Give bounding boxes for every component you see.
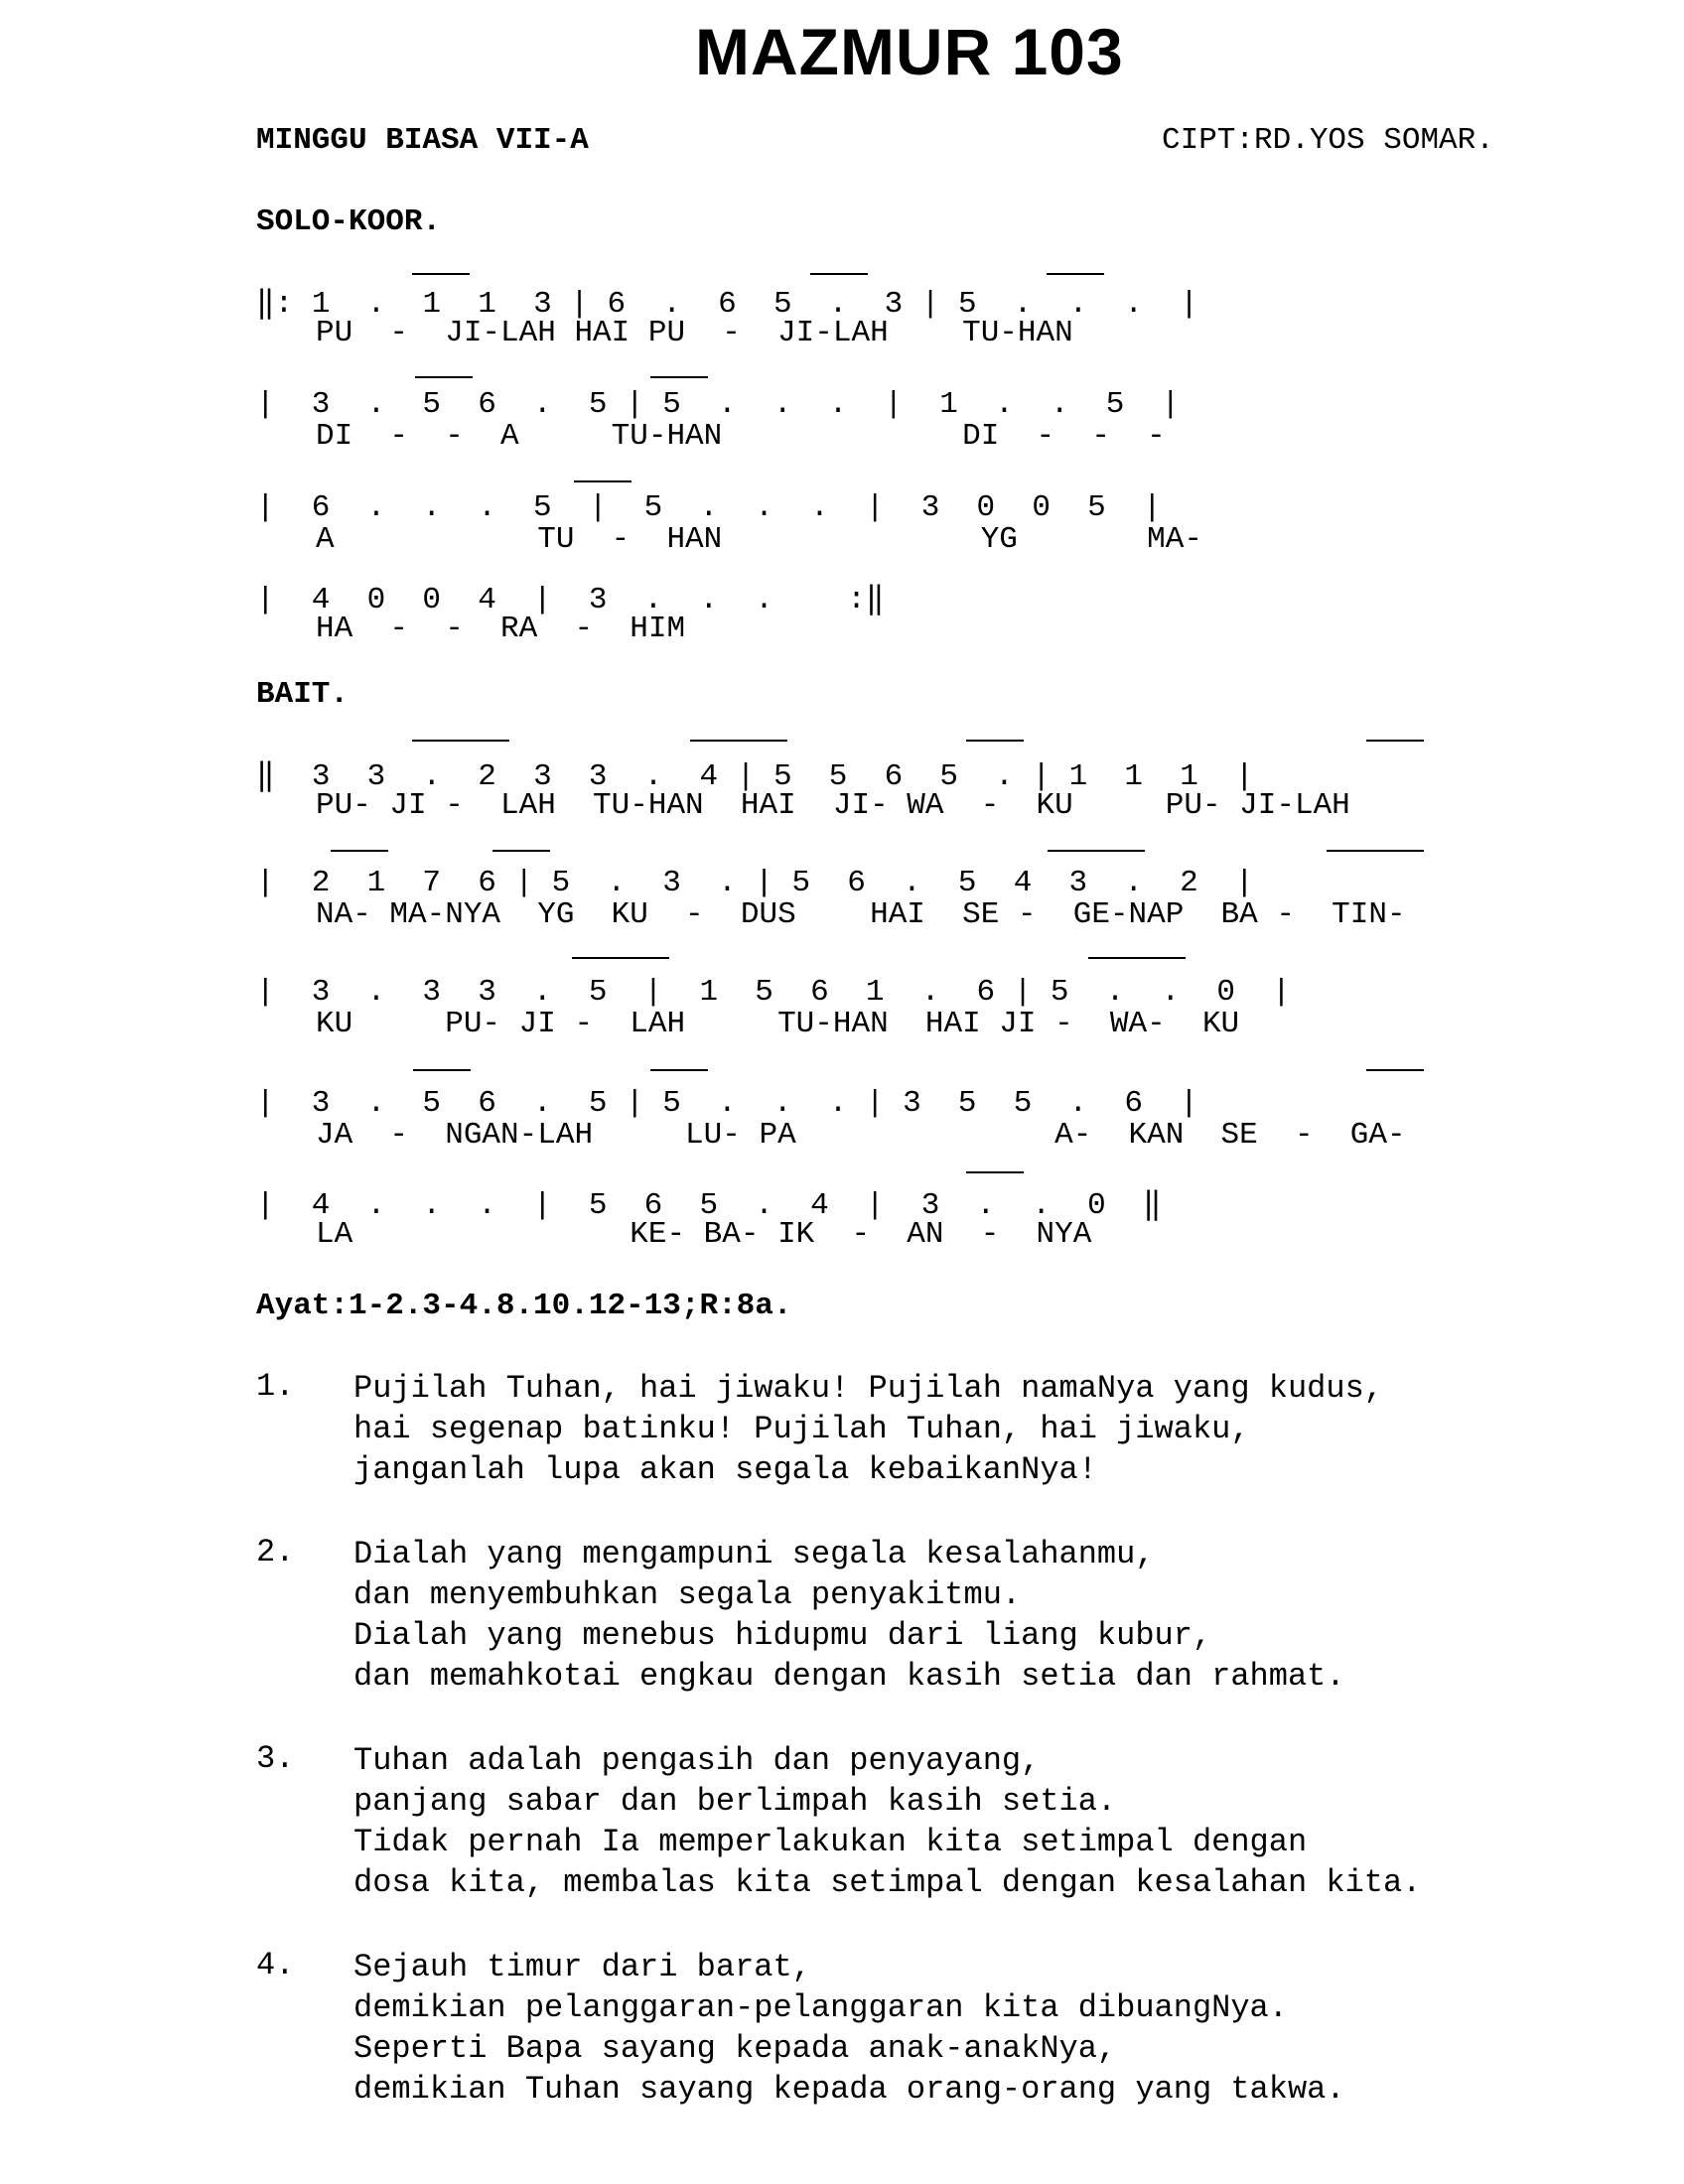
lyrics-line: HA - - RA - HIM — [316, 612, 686, 646]
page-title: MAZMUR 103 — [695, 15, 1124, 88]
refrain-label: SOLO-KOOR. — [256, 205, 442, 239]
verse-text: Tuhan adalah pengasih dan penyayang, panjang sabar dan berlimpah kasih setia. Tidak pernah Ia memperlakukan kita setimpal dengan dosa kita, membalas kita setimpal dengan kesalahan kita. — [353, 1742, 1422, 1901]
occasion-label: MINGGU BIASA VII-A — [256, 123, 589, 158]
verse-text: Dialah yang mengampuni segala kesalahanmu, dan menyembuhkan segala penyakitmu. Dialah yang menebus hidupmu dari liang kubur, dan memahkotai engkau dengan kasih setia dan rahmat. — [353, 1536, 1345, 1695]
notation-line: | 4 . . . | 5 6 5 . 4 | 3 . . 0 ‖ — [256, 1188, 1162, 1223]
lyrics-line: KU PU- JI - LAH TU-HAN HAI JI - WA- KU — [316, 1007, 1240, 1041]
notation-line: | 2 1 7 6 | 5 . 3 . | 5 6 . 5 4 3 . 2 | — [256, 866, 1254, 900]
lyrics-line: LA KE- BA- IK - AN - NYA — [316, 1217, 1092, 1252]
notation-line: | 3 . 5 6 . 5 | 5 . . . | 3 5 5 . 6 | — [256, 1086, 1198, 1121]
notation-line: ‖ 3 3 . 2 3 3 . 4 | 5 5 6 5 . | 1 1 1 | — [256, 759, 1254, 794]
composer-label: CIPT:RD.YOS SOMAR. — [1162, 123, 1494, 158]
ayat-reference: Ayat:1-2.3-4.8.10.12-13;R:8a. — [256, 1289, 792, 1323]
verse-number: 1. — [256, 1368, 295, 1405]
verse-number: 2. — [256, 1534, 295, 1570]
notation-line: | 4 0 0 4 | 3 . . . :‖ — [256, 583, 885, 617]
verse-number: 3. — [256, 1740, 295, 1777]
lyrics-line: A TU - HAN YG MA- — [316, 522, 1202, 557]
lyrics-line: PU - JI-LAH HAI PU - JI-LAH TU-HAN — [316, 316, 1073, 350]
verse-label: BAIT. — [256, 677, 350, 712]
verse-number: 4. — [256, 1947, 295, 1983]
lyrics-line: DI - - A TU-HAN DI - - - — [316, 419, 1166, 454]
notation-line: | 3 . 3 3 . 5 | 1 5 6 1 . 6 | 5 . . 0 | — [256, 975, 1291, 1010]
verse-text: Sejauh timur dari barat, demikian pelanggaran-pelanggaran kita dibuangNya. Seperti Bapa sayang kepada anak-anakNya, demikian Tuhan sayang kepada orang-orang yang takwa. — [353, 1949, 1345, 2108]
notation-line: ‖: 1 . 1 1 3 | 6 . 6 5 . 3 | 5 . . . | — [256, 287, 1198, 322]
lyrics-line: PU- JI - LAH TU-HAN HAI JI- WA - KU PU- JI-LAH — [316, 788, 1350, 823]
notation-line: | 3 . 5 6 . 5 | 5 . . . | 1 . . 5 | — [256, 387, 1181, 422]
notation-line: | 6 . . . 5 | 5 . . . | 3 0 0 5 | — [256, 490, 1162, 525]
lyrics-line: NA- MA-NYA YG KU - DUS HAI SE - GE-NAP BA - TIN- — [316, 897, 1406, 932]
verse-text: Pujilah Tuhan, hai jiwaku! Pujilah namaNya yang kudus, hai segenap batinku! Pujilah Tuhan, hai jiwaku, janganlah lupa akan segala kebaikanNya! — [353, 1370, 1383, 1488]
lyrics-line: JA - NGAN-LAH LU- PA A- KAN SE - GA- — [316, 1118, 1406, 1153]
